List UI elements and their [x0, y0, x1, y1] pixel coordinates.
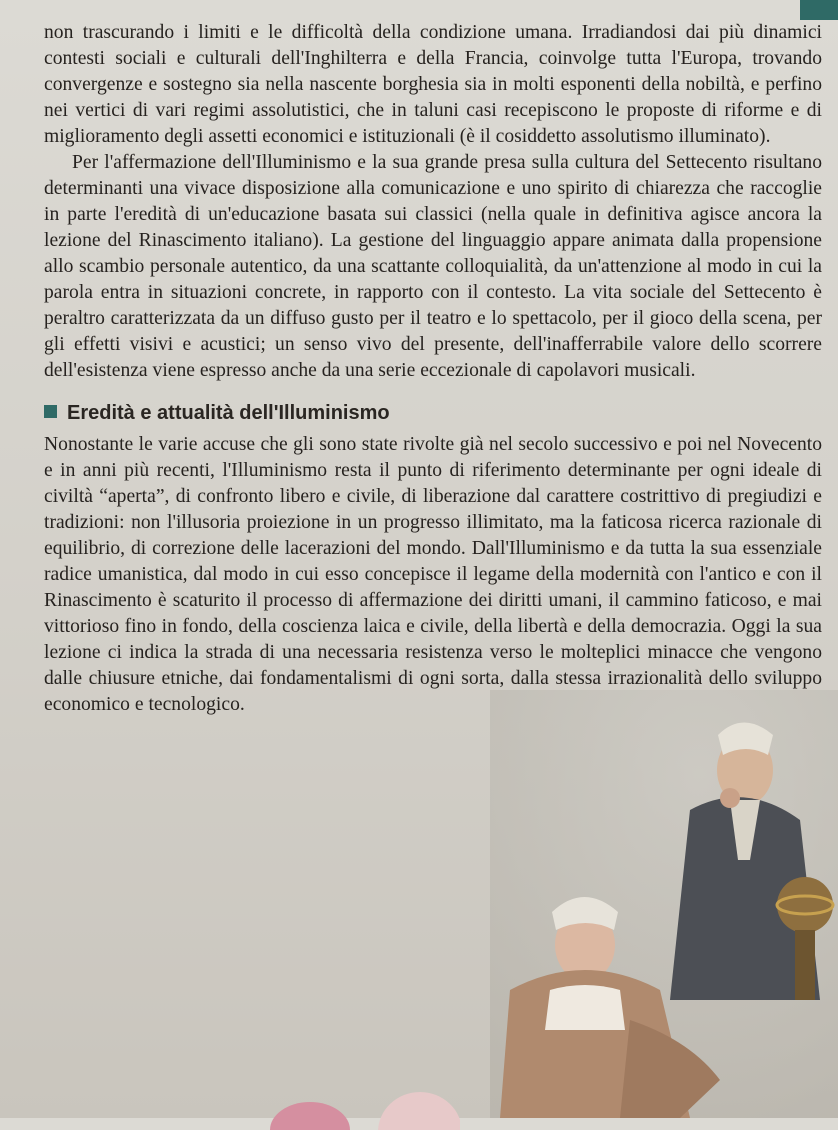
finger-in-frame: [270, 1060, 460, 1130]
section-heading: [44, 400, 822, 426]
portrait-painting: [490, 690, 838, 1118]
paragraph-3: Nonostante le varie accuse che gli sono state rivolte già nel secolo successivo e poi nel Novecento e in anni più recenti, l'Illuminismo resta il punto di riferimento determinante per ogni ideale di civiltà “aperta”, di confronto libero e civile, di liberazione dal carattere costrittivo di pregiudizi e tradizioni: non l'illusoria proiezione in un progresso illimitato, ma la faticosa ricerca razionale di equilibrio, di correzione delle lacerazioni del mondo. Dall'Illuminismo e da tutta la sua essenziale radice umanistica, dal modo in cui esso concepisce il legame della modernità con l'antico e con il Rinascimento è scaturito il processo di affermazione dei diritti umani, il cammino faticoso, e mai vittorioso fino in fondo, della coscienza laica e civile, della libertà e della democrazia. Oggi la sua lezione ci indica la strada di una necessaria resistenza verso le molteplici minacce che vengono dalle chiusure etniche, dai fondamentalismi di ogni sorta, dalla stessa irrazionalità dello sviluppo economico e tecnologico.: [44, 434, 822, 715]
paragraph-1: non trascurando i limiti e le difficoltà della condizione umana. Irradiandosi dai più dinamici contesti sociali e culturali dell'Inghilterra e della Francia, coinvolge tutta l'Europa, trovando convergenze e sostegno sia nella nascente borghesia sia in molti esponenti della nobiltà, e perfino nei vertici di vari regimi assolutistici, che in taluni casi recepiscono le proposte di riforme e di miglioramento degli assetti economici e istituzionali (è il cosiddetto assolutismo illuminato).: [44, 22, 822, 147]
text-column: [44, 20, 822, 718]
paragraph-2: Per l'affermazione dell'Illuminismo e la sua grande presa sulla cultura del Settecento risultano determinanti una vivace disposizione alla comunicazione e uno spirito di chiarezza che raccoglie in parte l'eredità di un'educazione basata sui classici (nella quale in definitiva agisce ancora la lezione del Rinascimento italiano). La gestione del linguaggio appare animata dalla propensione allo scambio personale autentico, da una scattante colloquialità, da un'attenzione al modo in cui la parola entra in situazioni concrete, in rapporto con il contesto. La vita sociale del Settecento è peraltro caratterizzata da un diffuso gusto per il teatro e lo spettacolo, per il gioco della scena, per gli effetti visivi e acustici; un senso vivo del presente, dell'inafferrabile valore dello scorrere dell'esistenza viene espresso anche da una serie eccezionale di capolavori musicali.: [44, 152, 822, 381]
section-heading-text: Eredità e attualità dell'Illuminismo: [67, 402, 390, 424]
heading-square-icon: [44, 405, 57, 418]
